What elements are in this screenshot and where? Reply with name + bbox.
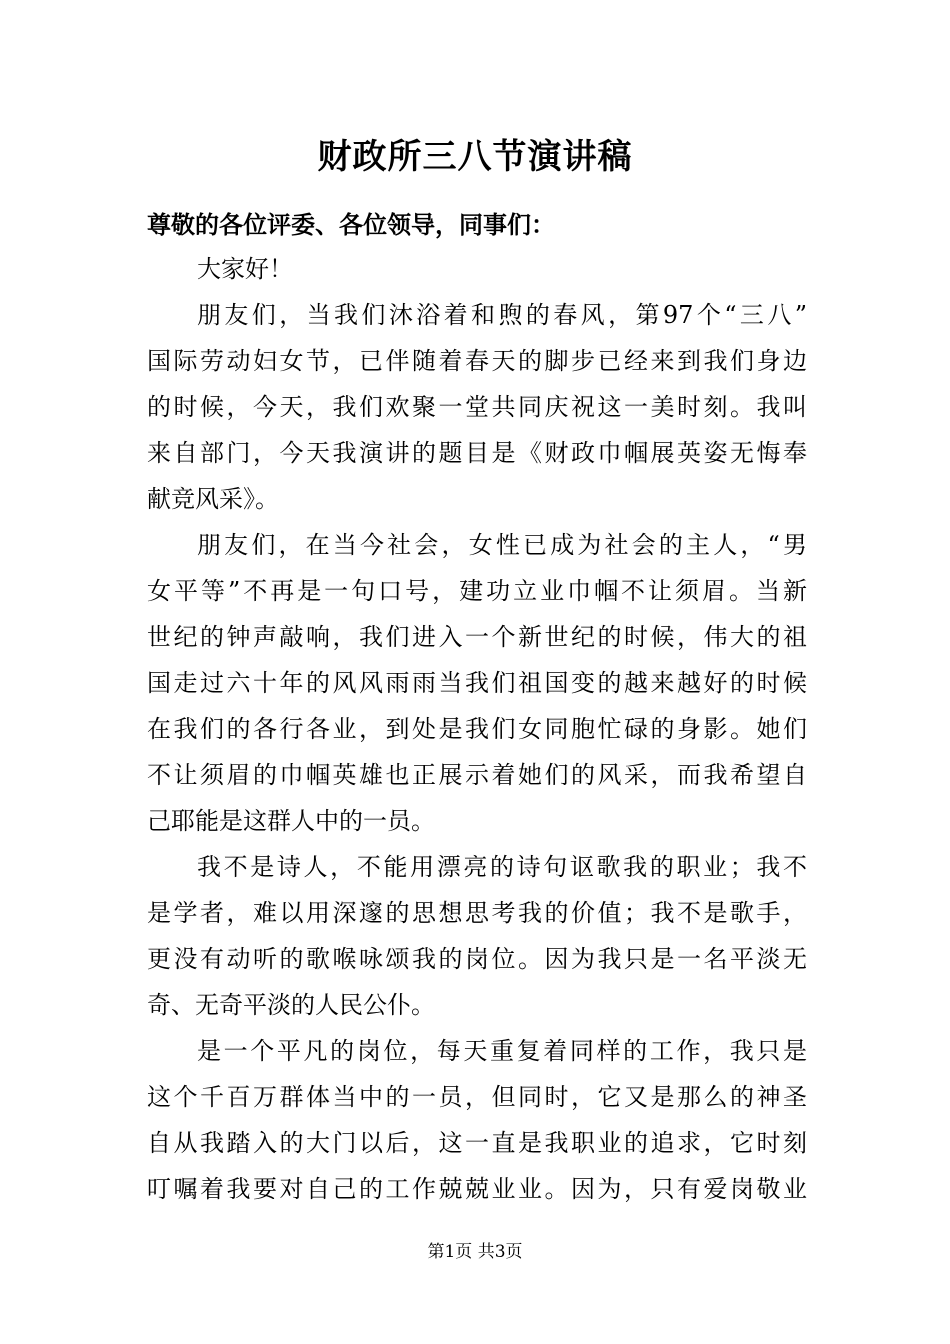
text-line: 女平等”不再是一句口号，建功立业巾帼不让须眉。当新 [147, 577, 807, 605]
page-footer: 第1页 共3页 [427, 1242, 523, 1262]
text-line: 的时候，今天，我们欢聚一堂共同庆祝这一美时刻。我叫 [147, 393, 807, 421]
text-line: 这个千百万群体当中的一员，但同时，它又是那么的神圣 [147, 1083, 807, 1111]
text-line: 己耶能是这群人中的一员。 [147, 807, 435, 835]
salutation: 尊敬的各位评委、各位领导，同事们： [147, 210, 555, 239]
text-line: 朋友们，在当今社会，女性已成为社会的主人，“男 [197, 531, 807, 559]
text-line: 是学者，难以用深邃的思想思考我的价值；我不是歌手， [147, 899, 807, 927]
text-line: 献竞风采》。 [147, 485, 279, 513]
text-line: 我不是诗人，不能用漂亮的诗句讴歌我的职业；我不 [197, 853, 807, 881]
text-line: 世纪的钟声敲响，我们进入一个新世纪的时候，伟大的祖 [147, 623, 807, 651]
text-line: 不让须眉的巾帼英雄也正展示着她们的风采，而我希望自 [147, 761, 807, 789]
document-title: 财政所三八节演讲稿 [317, 137, 633, 177]
text-line: 奇、无奇平淡的人民公仆。 [147, 991, 435, 1019]
text-line: 朋友们，当我们沐浴着和煦的春风，第97个“三八” [197, 301, 807, 329]
text-line: 大家好！ [197, 255, 293, 283]
text-line: 来自部门，今天我演讲的题目是《财政巾帼展英姿无悔奉 [147, 439, 807, 467]
text-line: 国走过六十年的风风雨雨当我们祖国变的越来越好的时候 [147, 669, 807, 697]
text-line: 自从我踏入的大门以后，这一直是我职业的追求，它时刻 [147, 1129, 807, 1157]
text-line: 更没有动听的歌喉咏颂我的岗位。因为我只是一名平淡无 [147, 945, 807, 973]
text-line: 叮嘱着我要对自己的工作兢兢业业。因为，只有爱岗敬业 [147, 1175, 807, 1203]
text-line: 在我们的各行各业，到处是我们女同胞忙碌的身影。她们 [147, 715, 807, 743]
text-line: 是一个平凡的岗位，每天重复着同样的工作，我只是 [197, 1037, 807, 1065]
text-line: 国际劳动妇女节，已伴随着春天的脚步已经来到我们身边 [147, 347, 807, 375]
